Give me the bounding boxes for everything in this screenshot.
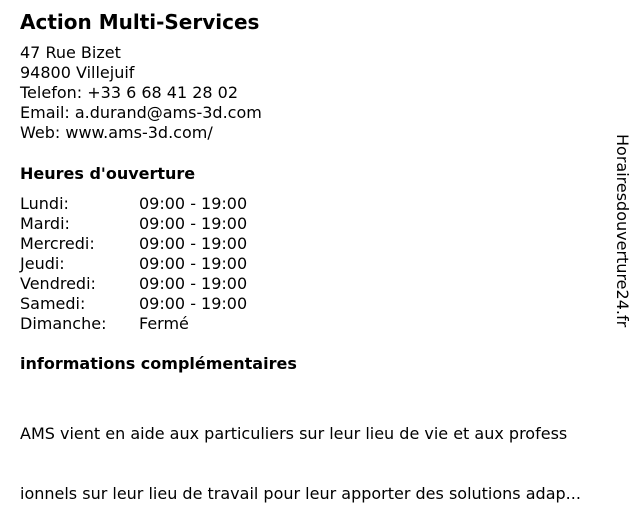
opening-hours-table <box>20 194 280 334</box>
business-name: Action Multi-Services <box>20 10 260 34</box>
business-description <box>20 384 632 524</box>
time-range: Fermé <box>139 314 189 333</box>
day-label: Lundi: <box>20 194 69 213</box>
hours-row-wednesday <box>20 234 280 254</box>
time-range: 09:00 - 19:00 <box>139 234 248 253</box>
day-label: Jeudi: <box>20 254 65 273</box>
additional-info-heading: informations complémentaires <box>20 354 297 373</box>
day-label: Mercredi: <box>20 234 95 253</box>
opening-hours-heading: Heures d'ouverture <box>20 164 196 183</box>
day-label: Mardi: <box>20 214 70 233</box>
time-range: 09:00 - 19:00 <box>139 274 248 293</box>
hours-row-monday <box>20 194 280 214</box>
contact-block <box>20 43 262 143</box>
time-range: 09:00 - 19:00 <box>139 214 248 233</box>
website: Web: www.ams-3d.com/ <box>20 123 213 142</box>
day-label: Vendredi: <box>20 274 96 293</box>
time-range: 09:00 - 19:00 <box>139 294 248 313</box>
hours-row-tuesday <box>20 214 280 234</box>
hours-row-sunday <box>20 314 280 334</box>
address-city: 94800 Villejuif <box>20 63 135 82</box>
address-street: 47 Rue Bizet <box>20 43 121 62</box>
email-address: Email: a.durand@ams-3d.com <box>20 103 262 122</box>
time-range: 09:00 - 19:00 <box>139 254 248 273</box>
description-line: ionnels sur leur lieu de travail pour leur apporter des solutions adap... <box>20 484 581 503</box>
description-line: AMS vient en aide aux particuliers sur leur lieu de vie et aux profess <box>20 424 568 443</box>
phone-number: Telefon: +33 6 68 41 28 02 <box>20 83 239 102</box>
day-label: Dimanche: <box>20 314 107 333</box>
time-range: 09:00 - 19:00 <box>139 194 248 213</box>
hours-row-friday <box>20 274 280 294</box>
day-label: Samedi: <box>20 294 86 313</box>
hours-row-thursday <box>20 254 280 274</box>
hours-row-saturday <box>20 294 280 314</box>
watermark: Horairesdouverture24.fr <box>613 134 632 328</box>
